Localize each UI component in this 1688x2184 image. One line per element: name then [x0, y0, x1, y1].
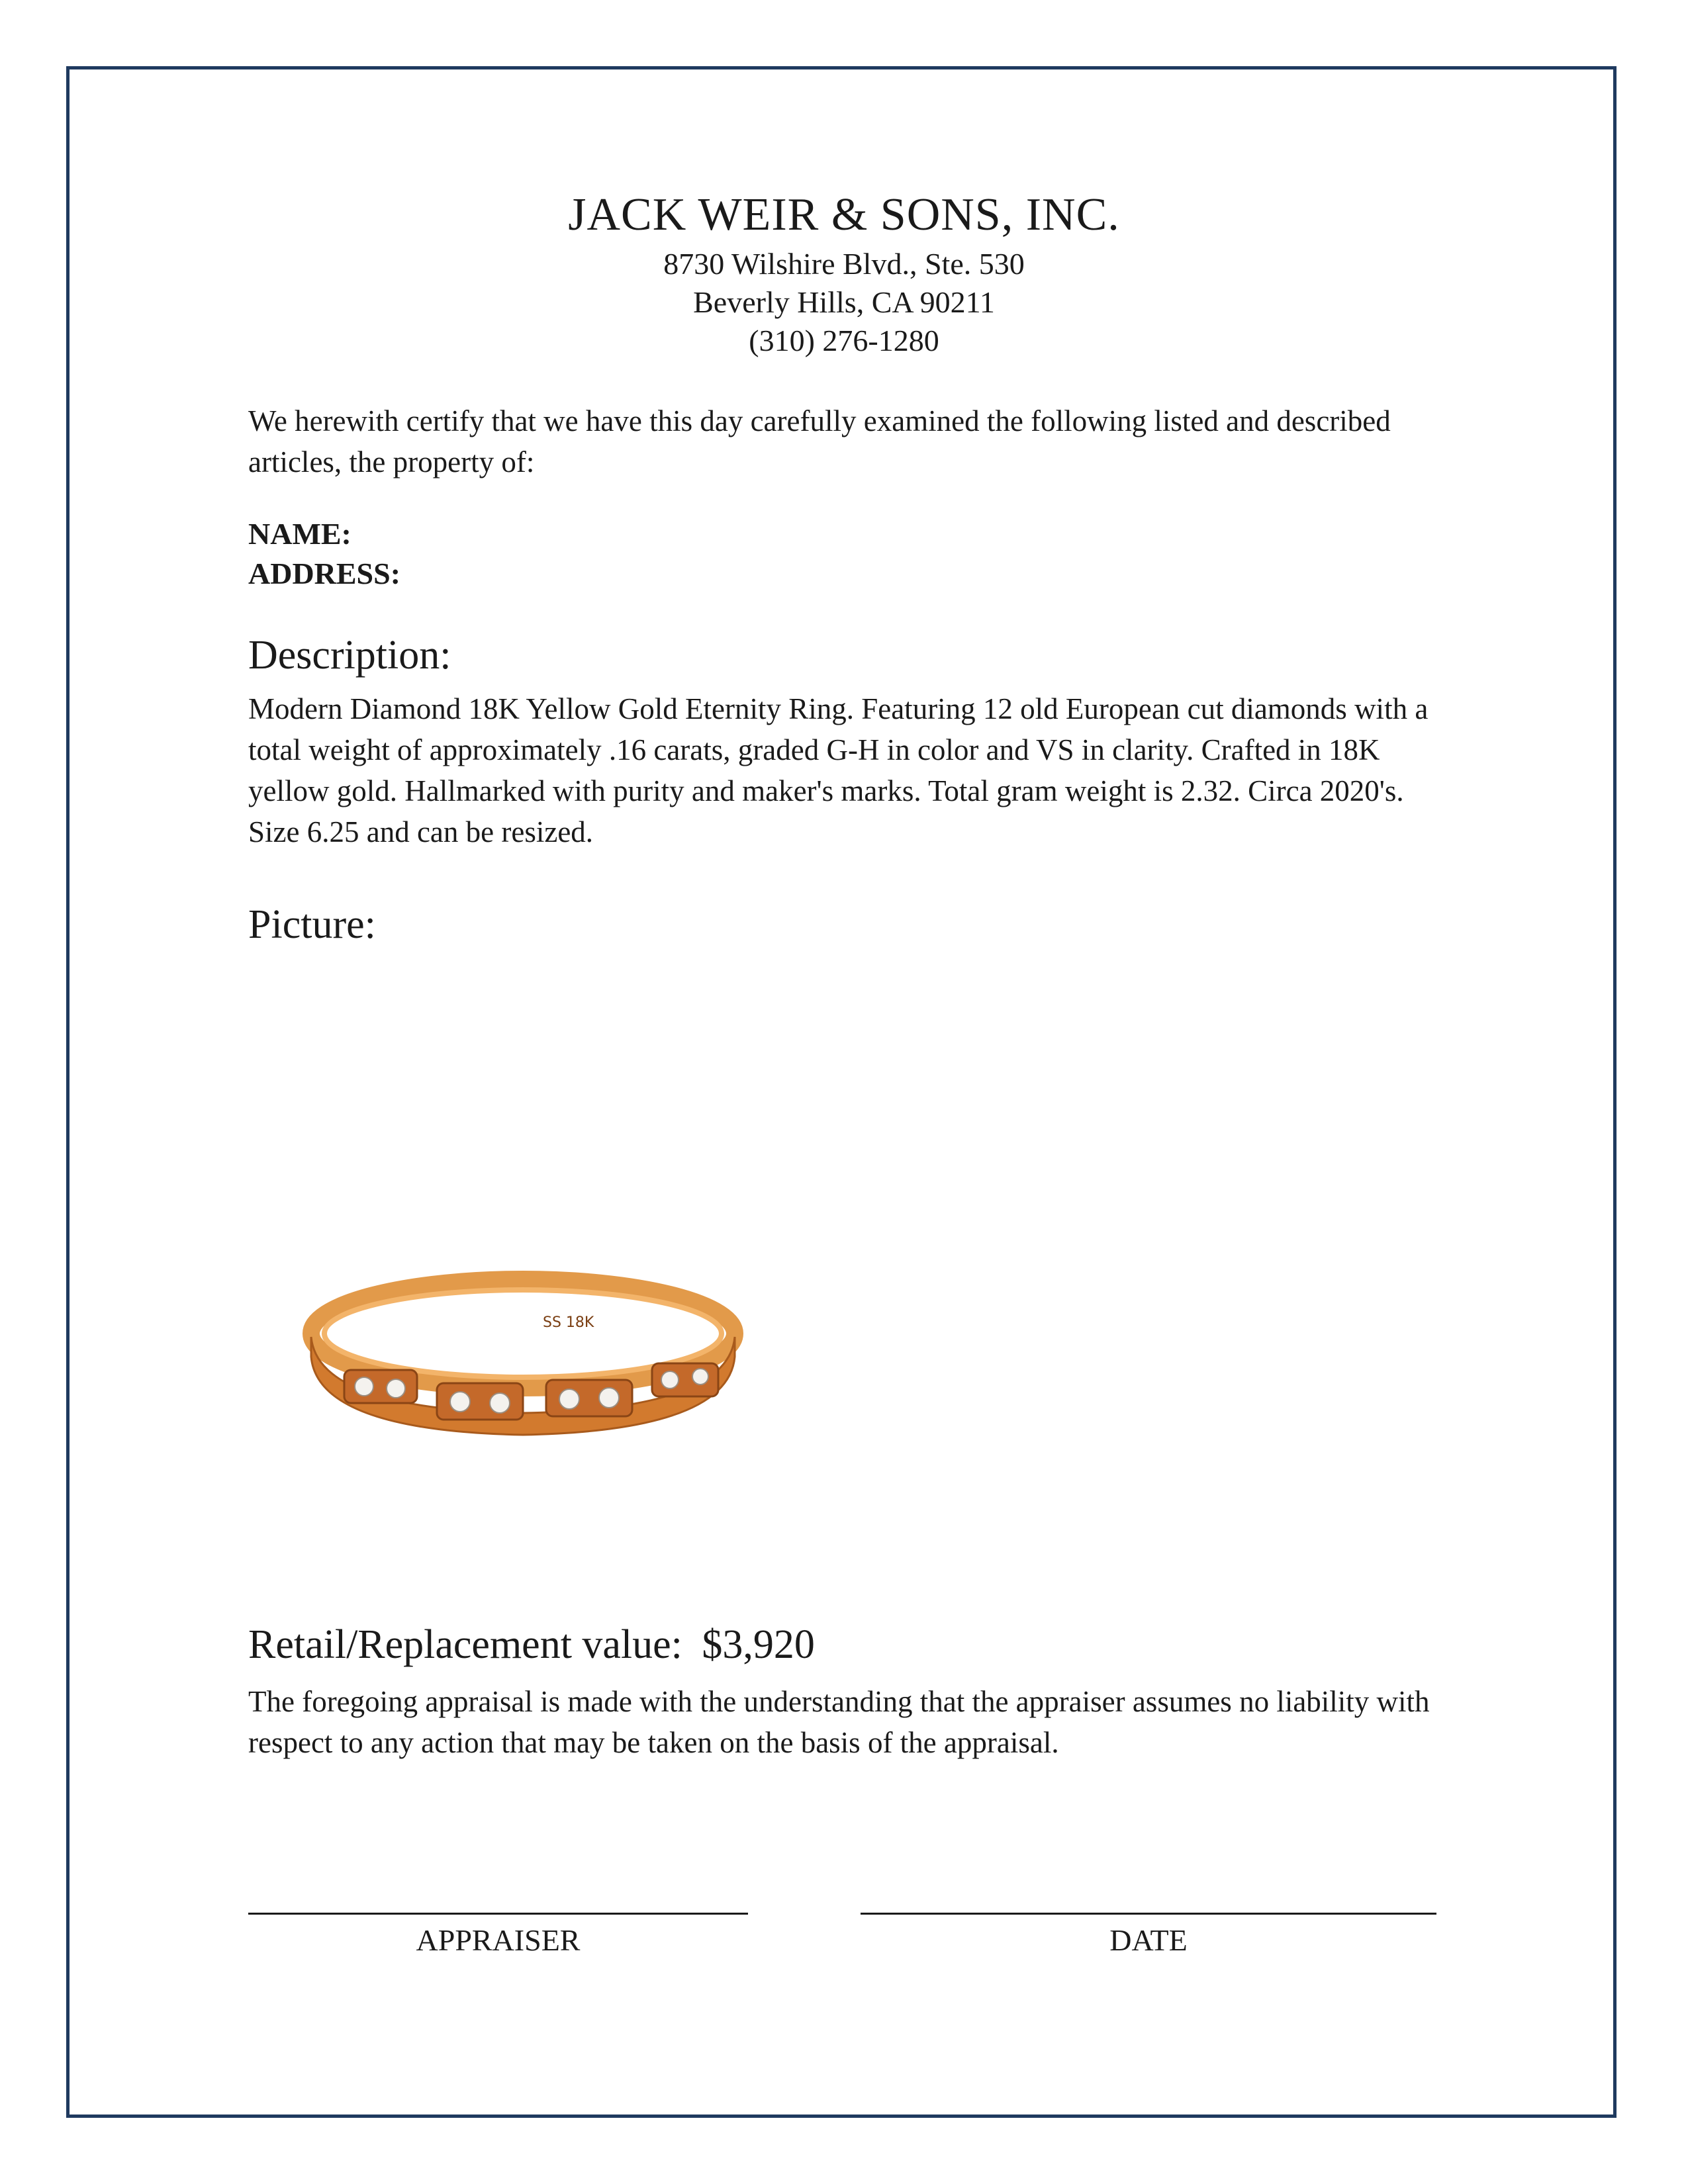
- name-label: NAME:: [248, 517, 352, 551]
- value-amount: $3,920: [702, 1622, 815, 1667]
- date-label: DATE: [1109, 1923, 1188, 1957]
- diamond: [599, 1388, 619, 1408]
- appraiser-label: APPRAISER: [416, 1923, 581, 1957]
- appraiser-signature-line: [248, 1913, 748, 1915]
- value-line: [248, 1621, 815, 1668]
- ring-picture: [291, 1257, 755, 1456]
- address-label: ADDRESS:: [248, 557, 401, 590]
- diamond: [661, 1371, 679, 1388]
- diamond: [450, 1392, 470, 1412]
- disclaimer-text: The foregoing appraisal is made with the understanding that the appraiser assumes no liability with respect to any action that may be taken on the basis of the appraisal.: [248, 1685, 1430, 1759]
- description-heading: Description:: [248, 633, 451, 678]
- diamond: [559, 1389, 579, 1409]
- company-phone: (310) 276-1280: [749, 324, 939, 357]
- company-name: JACK WEIR & SONS, INC.: [568, 189, 1120, 240]
- diamond: [490, 1393, 510, 1413]
- date-signature-line: [861, 1913, 1436, 1915]
- diamond: [355, 1377, 373, 1396]
- value-label: Retail/Replacement value:: [248, 1622, 682, 1667]
- description-text: Modern Diamond 18K Yellow Gold Eternity Ring. Featuring 12 old European cut diamonds with a total weight of approximately .16 carats, graded G-H in color and VS in clarity. Crafted in 18K yellow gold. Hallmarked with purity and maker's marks. Total gram weight is 2.32. Circa 2020's. Size 6.25 and can be resized.: [248, 692, 1429, 848]
- company-address-line2: Beverly Hills, CA 90211: [693, 285, 995, 319]
- company-address-line1: 8730 Wilshire Blvd., Ste. 530: [663, 247, 1025, 281]
- certification-text: We herewith certify that we have this day carefully examined the following listed and described articles, the property of:: [248, 404, 1391, 478]
- diamond: [387, 1379, 405, 1398]
- ring-hallmark: SS 18K: [543, 1314, 594, 1331]
- page-border: [66, 66, 1617, 2118]
- picture-heading: Picture:: [248, 902, 376, 947]
- diamond: [692, 1369, 708, 1385]
